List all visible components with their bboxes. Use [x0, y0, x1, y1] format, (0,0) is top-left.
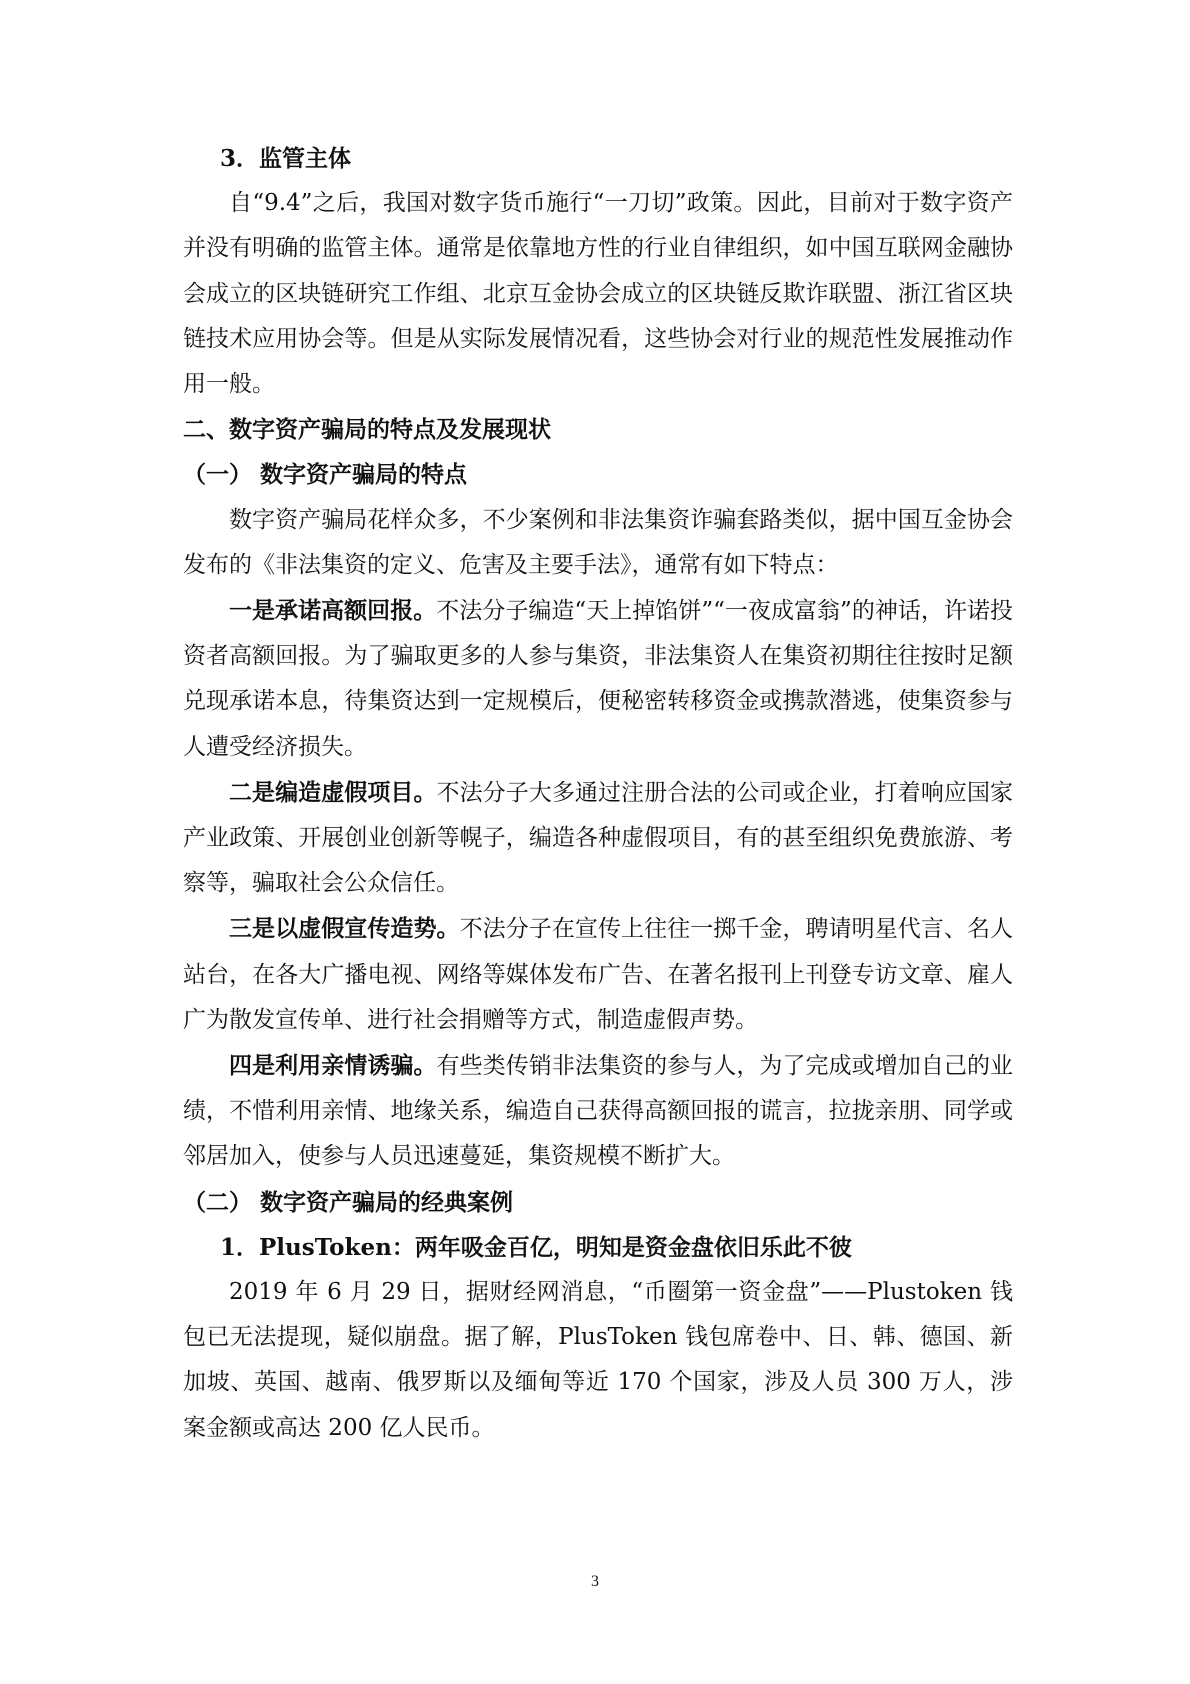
paragraph-feature-4	[183, 1043, 1013, 1180]
paragraph-feature-3	[183, 906, 1013, 1043]
feature-1-text: 不法分子编造“天上掉馅饼”“一夜成富翁”的神话，许诺投资者高额回报。为了骗取更多的人参与集资，非法集资人在集资初期往往按时足额兑现承诺本息，待集资达到一定规模后，便秘密转移资金或携款潜逃，使集资参与人遭受经济损失。	[183, 598, 1013, 760]
feature-1-lead: 一是承诺高额回报。	[229, 597, 437, 625]
heading-supervision: 3．监管主体	[220, 145, 352, 172]
page-number: 3	[591, 1573, 599, 1590]
paragraph-supervision: 自“9.4”之后，我国对数字货币施行“一刀切”政策。因此，目前对于数字资产并没有明确的监管主体。通常是依靠地方性的行业自律组织，如中国互联网金融协会成立的区块链研究工作组、北京互金协会成立的区块链反欺诈联盟、浙江省区块链技术应用协会等。但是从实际发展情况看，这些协会对行业的规范性发展推动作用一般。	[183, 190, 1013, 398]
paragraph-feature-2	[183, 770, 1013, 907]
feature-3-text: 不法分子在宣传上往往一掷千金，聘请明星代言、名人站台，在各大广播电视、网络等媒体发布广告、在著名报刊上刊登专访文章、雇人广为散发宣传单、进行社会捐赠等方式，制造虚假声势。	[183, 916, 1014, 1033]
feature-2-text: 不法分子大多通过注册合法的公司或企业，打着响应国家产业政策、开展创业创新等幌子，编造各种虚假项目，有的甚至组织免费旅游、考察等，骗取社会公众信任。	[183, 779, 1014, 897]
paragraph-case-1: 2019 年 6 月 29 日，据财经网消息，“币圈第一资金盘”——Plustoken 钱包已无法提现，疑似崩盘。据了解，PlusToken 钱包席卷中、日、韩、德国、新加坡、英国、越南、俄罗斯以及缅甸等近 170 个国家，涉及人员 300 万人，涉案金额或高达 200 亿人民币。	[183, 1279, 1013, 1441]
subsection-one-title: （一） 数字资产骗局的特点	[183, 461, 468, 489]
subsection-two-title: （二） 数字资产骗局的经典案例	[183, 1188, 514, 1216]
feature-3-lead: 三是以虚假宣传造势。	[229, 915, 460, 943]
paragraph-features-intro: 数字资产骗局花样众多，不少案例和非法集资诈骗套路类似，据中国互金协会发布的《非法集资的定义、危害及主要手法》，通常有如下特点：	[183, 506, 1013, 578]
document-body	[183, 136, 1013, 1451]
feature-2-lead: 二是编造虚假项目。	[229, 778, 437, 806]
case-1-title: 1．PlusToken：两年吸金百亿，明知是资金盘依旧乐此不彼	[220, 1233, 852, 1261]
feature-4-lead: 四是利用亲情诱骗。	[229, 1052, 437, 1080]
feature-4-text: 有些类传销非法集资的参与人，为了完成或增加自己的业绩，不惜利用亲情、地缘关系，编造自己获得高额回报的谎言，拉拢亲朋、同学或邻居加入，使参与人员迅速蔓延，集资规模不断扩大。	[183, 1053, 1014, 1170]
section-two-title: 二、数字资产骗局的特点及发展现状	[183, 416, 551, 444]
paragraph-feature-1	[183, 588, 1013, 770]
